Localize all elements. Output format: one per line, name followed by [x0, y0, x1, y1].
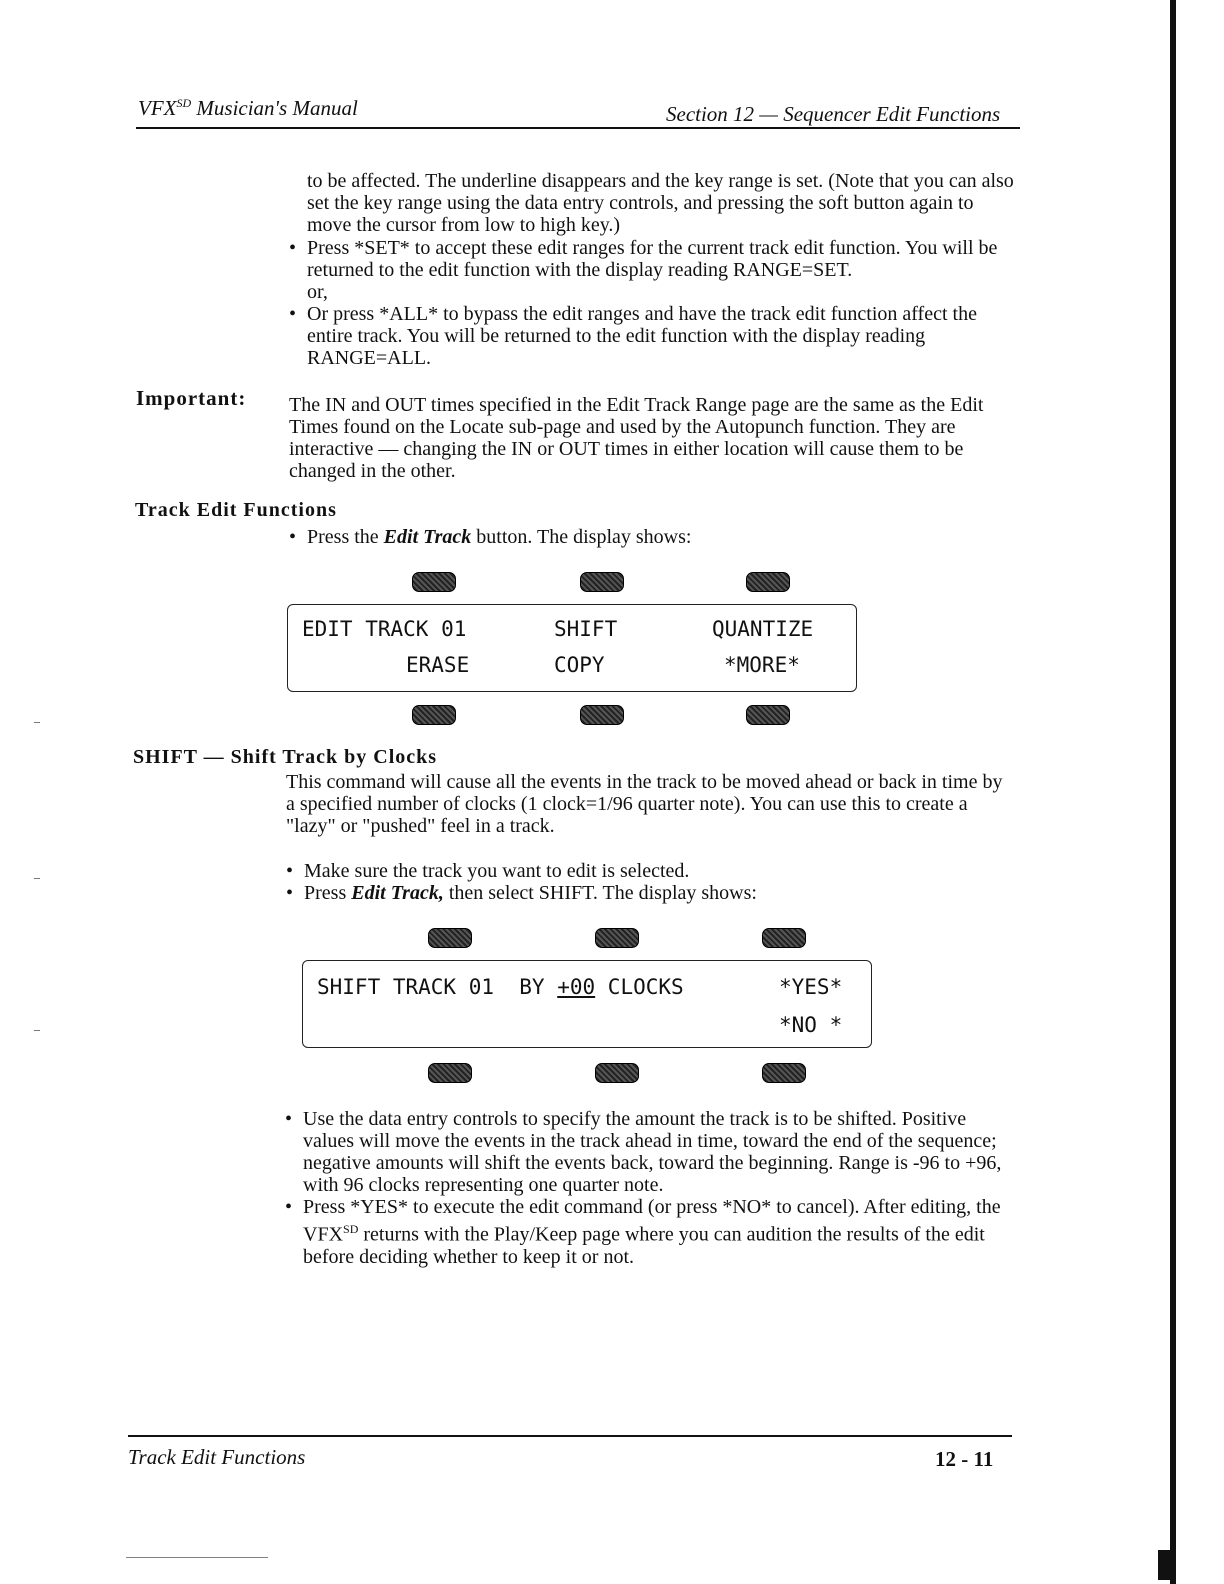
track-edit-instruction: • Press the Edit Track button. The display shows:	[289, 526, 692, 548]
running-header-title: $VFX^{SD}$ Musician's Manual	[138, 96, 358, 120]
important-text: The IN and OUT times specified in the Edit Track Range page are the same as the Edit Times found on the Locate sub-page and used by the Autopunch function. They are interactive — changing the IN or OUT times in either location will cause them to be changed in the other.	[289, 394, 984, 482]
running-header-section: Section 12 — Sequencer Edit Functions	[666, 102, 1001, 126]
softkey-bottom-left[interactable]	[412, 705, 456, 725]
intro-bullets	[289, 237, 1019, 369]
shift-usage-bullets	[285, 1108, 1005, 1268]
footer-rule	[128, 1435, 1012, 1437]
softkey2-top-center[interactable]	[595, 928, 639, 948]
footer-section-title: Track Edit Functions	[128, 1445, 306, 1469]
softkey2-bottom-center[interactable]	[595, 1063, 639, 1083]
shift-heading: SHIFT — Shift Track by Clocks	[133, 746, 438, 768]
lcd-shift-track-line: SHIFT TRACK 01 BY +00 CLOCKS	[317, 975, 684, 999]
margin-tick	[34, 722, 40, 723]
bullet-select-track: • Make sure the track you want to edit is selected.	[286, 860, 690, 882]
bullet-press-yes: • Press *YES* to execute the edit command (or press *NO* to cancel). After editing, the $VFX^{SD}$ returns with the Play/Keep page where you can audition the results of the edit before deciding whether to keep it or not.	[285, 1196, 1001, 1268]
shift-bullets	[286, 860, 1006, 904]
intro-continuation: to be affected. The underline disappears and the key range is set. (Note that you can also set the key range using the data entry controls, and pressing the soft button again to move the cursor from low to high key.)	[307, 170, 1014, 236]
bullet-data-entry: • Use the data entry controls to specify the amount the track is to be shifted. Positive values will move the events in the track ahead in time, toward the end of the sequence; negative amounts will shift the events back, toward the beginning. Range is -96 to +96, with 96 clocks representing one quarter note.	[285, 1108, 1002, 1196]
track-edit-heading: Track Edit Functions	[135, 499, 337, 521]
lcd-quantize-option: QUANTIZE	[712, 617, 814, 641]
lcd-shift-option: SHIFT	[554, 617, 618, 641]
important-label: Important:	[136, 386, 247, 410]
scan-corner-mark	[1158, 1550, 1176, 1580]
or-text: or,	[307, 281, 328, 303]
softkey2-bottom-right[interactable]	[762, 1063, 806, 1083]
intro-block	[307, 170, 1019, 236]
softkey-bottom-right[interactable]	[746, 705, 790, 725]
header-rule	[136, 127, 1020, 129]
lcd-no-option: *NO *	[779, 1013, 843, 1037]
lcd-yes-option: *YES*	[779, 975, 843, 999]
shift-track-display	[302, 960, 872, 1048]
scan-bottom-line	[126, 1557, 268, 1558]
lcd-more-option: *MORE*	[724, 653, 800, 677]
softkey-top-right[interactable]	[746, 572, 790, 592]
lcd-erase-option: ERASE	[406, 653, 470, 677]
lcd-shift-value: +00	[557, 975, 596, 999]
margin-tick	[34, 878, 40, 879]
softkey2-top-right[interactable]	[762, 928, 806, 948]
softkey2-top-left[interactable]	[428, 928, 472, 948]
edit-track-display	[287, 604, 857, 692]
softkey-bottom-center[interactable]	[580, 705, 624, 725]
softkey-top-left[interactable]	[412, 572, 456, 592]
softkey-top-center[interactable]	[580, 572, 624, 592]
bullet-press-edit-track: • Press Edit Track, then select SHIFT. The display shows:	[286, 882, 757, 904]
shift-description: This command will cause all the events in the track to be moved ahead or back in time by a specified number of clocks (1 clock=1/96 quarter note). You can use this to create a "lazy" or "pushed" feel in a track.	[286, 771, 1003, 837]
bullet-set: • Press *SET* to accept these edit ranges for the current track edit function. You will be returned to the edit function with the display reading RANGE=SET.	[289, 237, 998, 281]
bullet-all: • Or press *ALL* to bypass the edit ranges and have the track edit function affect the entire track. You will be returned to the edit function with the display reading RANGE=ALL.	[289, 303, 977, 369]
margin-tick	[34, 1030, 40, 1031]
page-number: 12 - 11	[935, 1447, 994, 1471]
scan-edge-bar	[1170, 0, 1176, 1584]
lcd-edit-track-label: EDIT TRACK 01	[302, 617, 467, 641]
softkey2-bottom-left[interactable]	[428, 1063, 472, 1083]
lcd-copy-option: COPY	[554, 653, 605, 677]
